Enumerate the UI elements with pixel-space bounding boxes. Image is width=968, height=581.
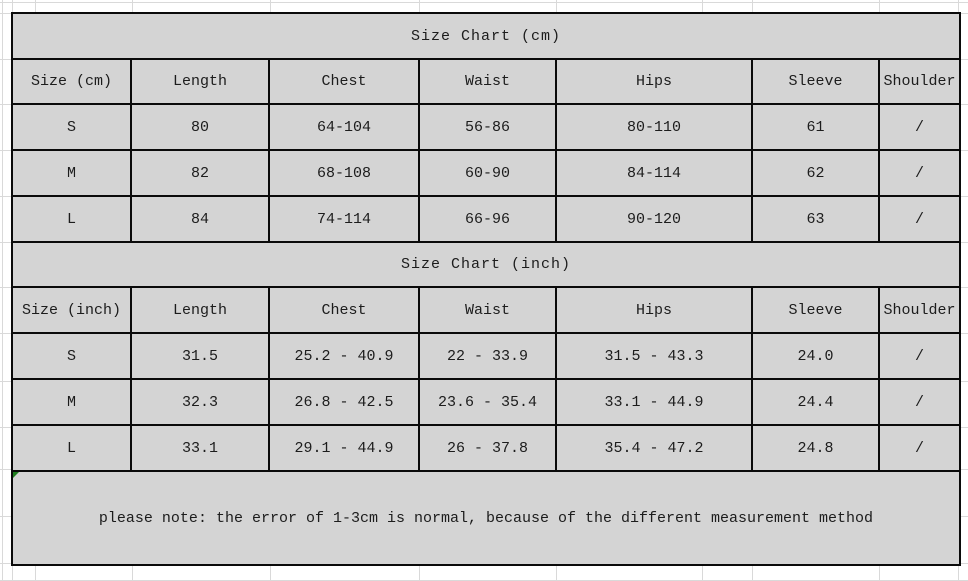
value-cell: 29.1 - 44.9 [269, 425, 419, 471]
column-header: Chest [269, 287, 419, 333]
column-header: Chest [269, 59, 419, 104]
column-header: Shoulder [879, 59, 960, 104]
value-cell: 32.3 [131, 379, 269, 425]
column-header: Size (inch) [12, 287, 131, 333]
cell-error-marker-icon [13, 472, 19, 478]
value-cell: / [879, 104, 960, 150]
column-header: Size (cm) [12, 59, 131, 104]
table-row [12, 196, 960, 242]
value-cell: 56-86 [419, 104, 556, 150]
value-cell: 24.4 [752, 379, 879, 425]
size-label-cell: M [12, 379, 131, 425]
table-row [12, 150, 960, 196]
value-cell: 24.0 [752, 333, 879, 379]
value-cell: 66-96 [419, 196, 556, 242]
value-cell: 25.2 - 40.9 [269, 333, 419, 379]
table-row [12, 333, 960, 379]
cm-header-row [12, 59, 960, 104]
column-header: Sleeve [752, 287, 879, 333]
size-label-cell: M [12, 150, 131, 196]
value-cell: 24.8 [752, 425, 879, 471]
size-label-cell: S [12, 104, 131, 150]
value-cell: 80 [131, 104, 269, 150]
value-cell: / [879, 150, 960, 196]
value-cell: 84-114 [556, 150, 752, 196]
value-cell: 62 [752, 150, 879, 196]
value-cell: 60-90 [419, 150, 556, 196]
column-header: Sleeve [752, 59, 879, 104]
note-cell [12, 471, 960, 565]
table-row [12, 104, 960, 150]
value-cell: / [879, 196, 960, 242]
value-cell: 64-104 [269, 104, 419, 150]
column-header: Shoulder [879, 287, 960, 333]
value-cell: 31.5 - 43.3 [556, 333, 752, 379]
gridline [0, 2, 968, 3]
table-row [12, 425, 960, 471]
value-cell: 31.5 [131, 333, 269, 379]
value-cell: 23.6 - 35.4 [419, 379, 556, 425]
column-header: Length [131, 287, 269, 333]
value-cell: 84 [131, 196, 269, 242]
value-cell: 80-110 [556, 104, 752, 150]
inch-header-row [12, 287, 960, 333]
column-header: Length [131, 59, 269, 104]
value-cell: 35.4 - 47.2 [556, 425, 752, 471]
cm-chart-title: Size Chart (cm) [12, 13, 960, 59]
table-row [12, 379, 960, 425]
column-header: Waist [419, 59, 556, 104]
value-cell: 26.8 - 42.5 [269, 379, 419, 425]
value-cell: / [879, 425, 960, 471]
value-cell: 26 - 37.8 [419, 425, 556, 471]
value-cell: 90-120 [556, 196, 752, 242]
note-text: please note: the error of 1-3cm is normal, because of the different measurement method [98, 509, 874, 527]
size-label-cell: L [12, 425, 131, 471]
value-cell: 82 [131, 150, 269, 196]
value-cell: 63 [752, 196, 879, 242]
value-cell: / [879, 333, 960, 379]
column-header: Waist [419, 287, 556, 333]
value-cell: 74-114 [269, 196, 419, 242]
column-header: Hips [556, 59, 752, 104]
value-cell: 33.1 [131, 425, 269, 471]
value-cell: 61 [752, 104, 879, 150]
value-cell: 33.1 - 44.9 [556, 379, 752, 425]
column-header: Hips [556, 287, 752, 333]
size-label-cell: S [12, 333, 131, 379]
value-cell: 68-108 [269, 150, 419, 196]
size-chart-table [11, 12, 961, 566]
gridline [2, 0, 3, 581]
size-label-cell: L [12, 196, 131, 242]
value-cell: 22 - 33.9 [419, 333, 556, 379]
inch-chart-title: Size Chart (inch) [12, 242, 960, 287]
value-cell: / [879, 379, 960, 425]
